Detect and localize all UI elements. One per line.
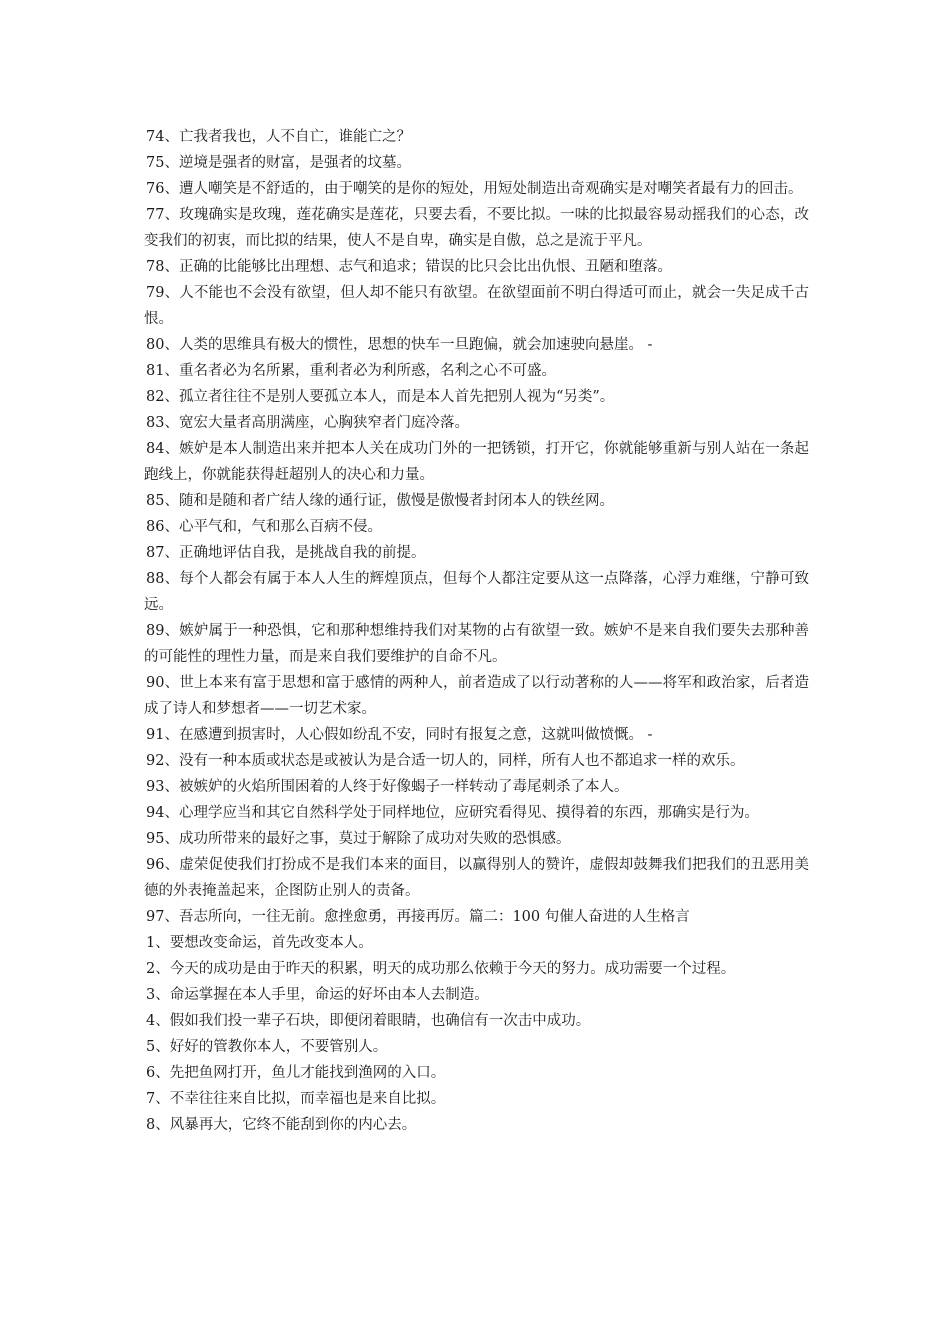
- paragraph-5: 5、好好的管教你本人，不要管别人。: [146, 1039, 388, 1055]
- paragraph-79: 79、人不能也不会没有欲望，但人却不能只有欲望。在欲望面前不明白得适可而止，就会一失足成千古恨。: [144, 285, 809, 327]
- paragraph-8: 8、风暴再大，它终不能刮到你的内心去。: [146, 1117, 417, 1133]
- document-body: [144, 124, 809, 1138]
- paragraph-90: 90、世上本来有富于思想和富于感情的两种人，前者造成了以行动著称的人——将军和政治家，后者造成了诗人和梦想者——一切艺术家。: [144, 675, 809, 717]
- paragraph-95: 95、成功所带来的最好之事，莫过于解除了成功对失败的恐惧感。: [146, 831, 571, 847]
- paragraph-92: 92、没有一种本质或状态是或被认为是合适一切人的，同样，所有人也不都追求一样的欢乐。: [146, 753, 745, 769]
- paragraph-74: 74、亡我者我也，人不自亡，谁能亡之？: [146, 129, 411, 145]
- paragraph-89: 89、嫉妒属于一种恐惧，它和那种想维持我们对某物的占有欲望一致。嫉妒不是来自我们要失去那种善的可能性的理性力量，而是来自我们要维护的自命不凡。: [144, 623, 809, 665]
- paragraph-82: 82、孤立者往往不是别人要孤立本人，而是本人首先把别人视为“另类”。: [146, 389, 615, 405]
- paragraph-78: 78、正确的比能够比出理想、志气和追求；错误的比只会比出仇恨、丑陋和堕落。: [146, 259, 672, 275]
- paragraph-83: 83、宽宏大量者高朋满座，心胸狭窄者门庭冷落。: [146, 415, 469, 431]
- paragraph-7: 7、不幸往往来自比拟，而幸福也是来自比拟。: [146, 1091, 446, 1107]
- paragraph-80: 80、人类的思维具有极大的惯性，思想的快车一旦跑偏，就会加速驶向悬崖。 -: [146, 337, 653, 353]
- paragraph-81: 81、重名者必为名所累，重利者必为利所惑，名利之心不可盛。: [146, 363, 556, 379]
- paragraph-88: 88、每个人都会有属于本人人生的辉煌顶点，但每个人都注定要从这一点降落，心浮力难继，宁静可致远。: [144, 571, 809, 613]
- paragraph-94: 94、心理学应当和其它自然科学处于同样地位，应研究看得见、摸得着的东西，那确实是行为。: [146, 805, 759, 821]
- paragraph-76: 76、遭人嘲笑是不舒适的，由于嘲笑的是你的短处，用短处制造出奇观确实是对嘲笑者最有力的回击。: [146, 181, 803, 197]
- paragraph-75: 75、逆境是强者的财富，是强者的坟墓。: [146, 155, 411, 171]
- paragraph-6: 6、先把鱼网打开，鱼儿才能找到渔网的入口。: [146, 1065, 446, 1081]
- paragraph-91: 91、在感遭到损害时，人心假如纷乱不安，同时有报复之意，这就叫做愤慨。 -: [146, 727, 653, 743]
- paragraph-86: 86、心平气和，气和那么百病不侵。: [146, 519, 382, 535]
- paragraph-4: 4、假如我们投一辈子石块，即便闭着眼睛，也确信有一次击中成功。: [146, 1013, 591, 1029]
- paragraph-87: 87、正确地评估自我，是挑战自我的前提。: [146, 545, 426, 561]
- paragraph-84: 84、嫉妒是本人制造出来并把本人关在成功门外的一把锈锁，打开它，你就能够重新与别人站在一条起跑线上，你就能获得赶超别人的决心和力量。: [144, 441, 809, 483]
- paragraph-93: 93、被嫉妒的火焰所围困着的人终于好像蝎子一样转动了毒尾刺杀了本人。: [146, 779, 629, 795]
- paragraph-3: 3、命运掌握在本人手里，命运的好坏由本人去制造。: [146, 987, 489, 1003]
- paragraph-2: 2、今天的成功是由于昨天的积累，明天的成功那么依赖于今天的努力。成功需要一个过程。: [146, 961, 736, 977]
- paragraph-85: 85、随和是随和者广结人缘的通行证，傲慢是傲慢者封闭本人的铁丝网。: [146, 493, 614, 509]
- paragraph-1: 1、要想改变命运，首先改变本人。: [146, 935, 373, 951]
- paragraph-77: 77、玫瑰确实是玫瑰，莲花确实是莲花，只要去看，不要比拟。一味的比拟最容易动摇我们的心态，改变我们的初衷，而比拟的结果，使人不是自卑，确实是自傲，总之是流于平凡。: [144, 207, 809, 249]
- paragraph-96: 96、虚荣促使我们打扮成不是我们本来的面目，以赢得别人的赞许，虚假却鼓舞我们把我们的丑恶用美德的外表掩盖起来，企图防止别人的责备。: [144, 857, 809, 899]
- paragraph-97: 97、吾志所向，一往无前。愈挫愈勇，再接再厉。篇二：100 句催人奋进的人生格言: [146, 909, 690, 925]
